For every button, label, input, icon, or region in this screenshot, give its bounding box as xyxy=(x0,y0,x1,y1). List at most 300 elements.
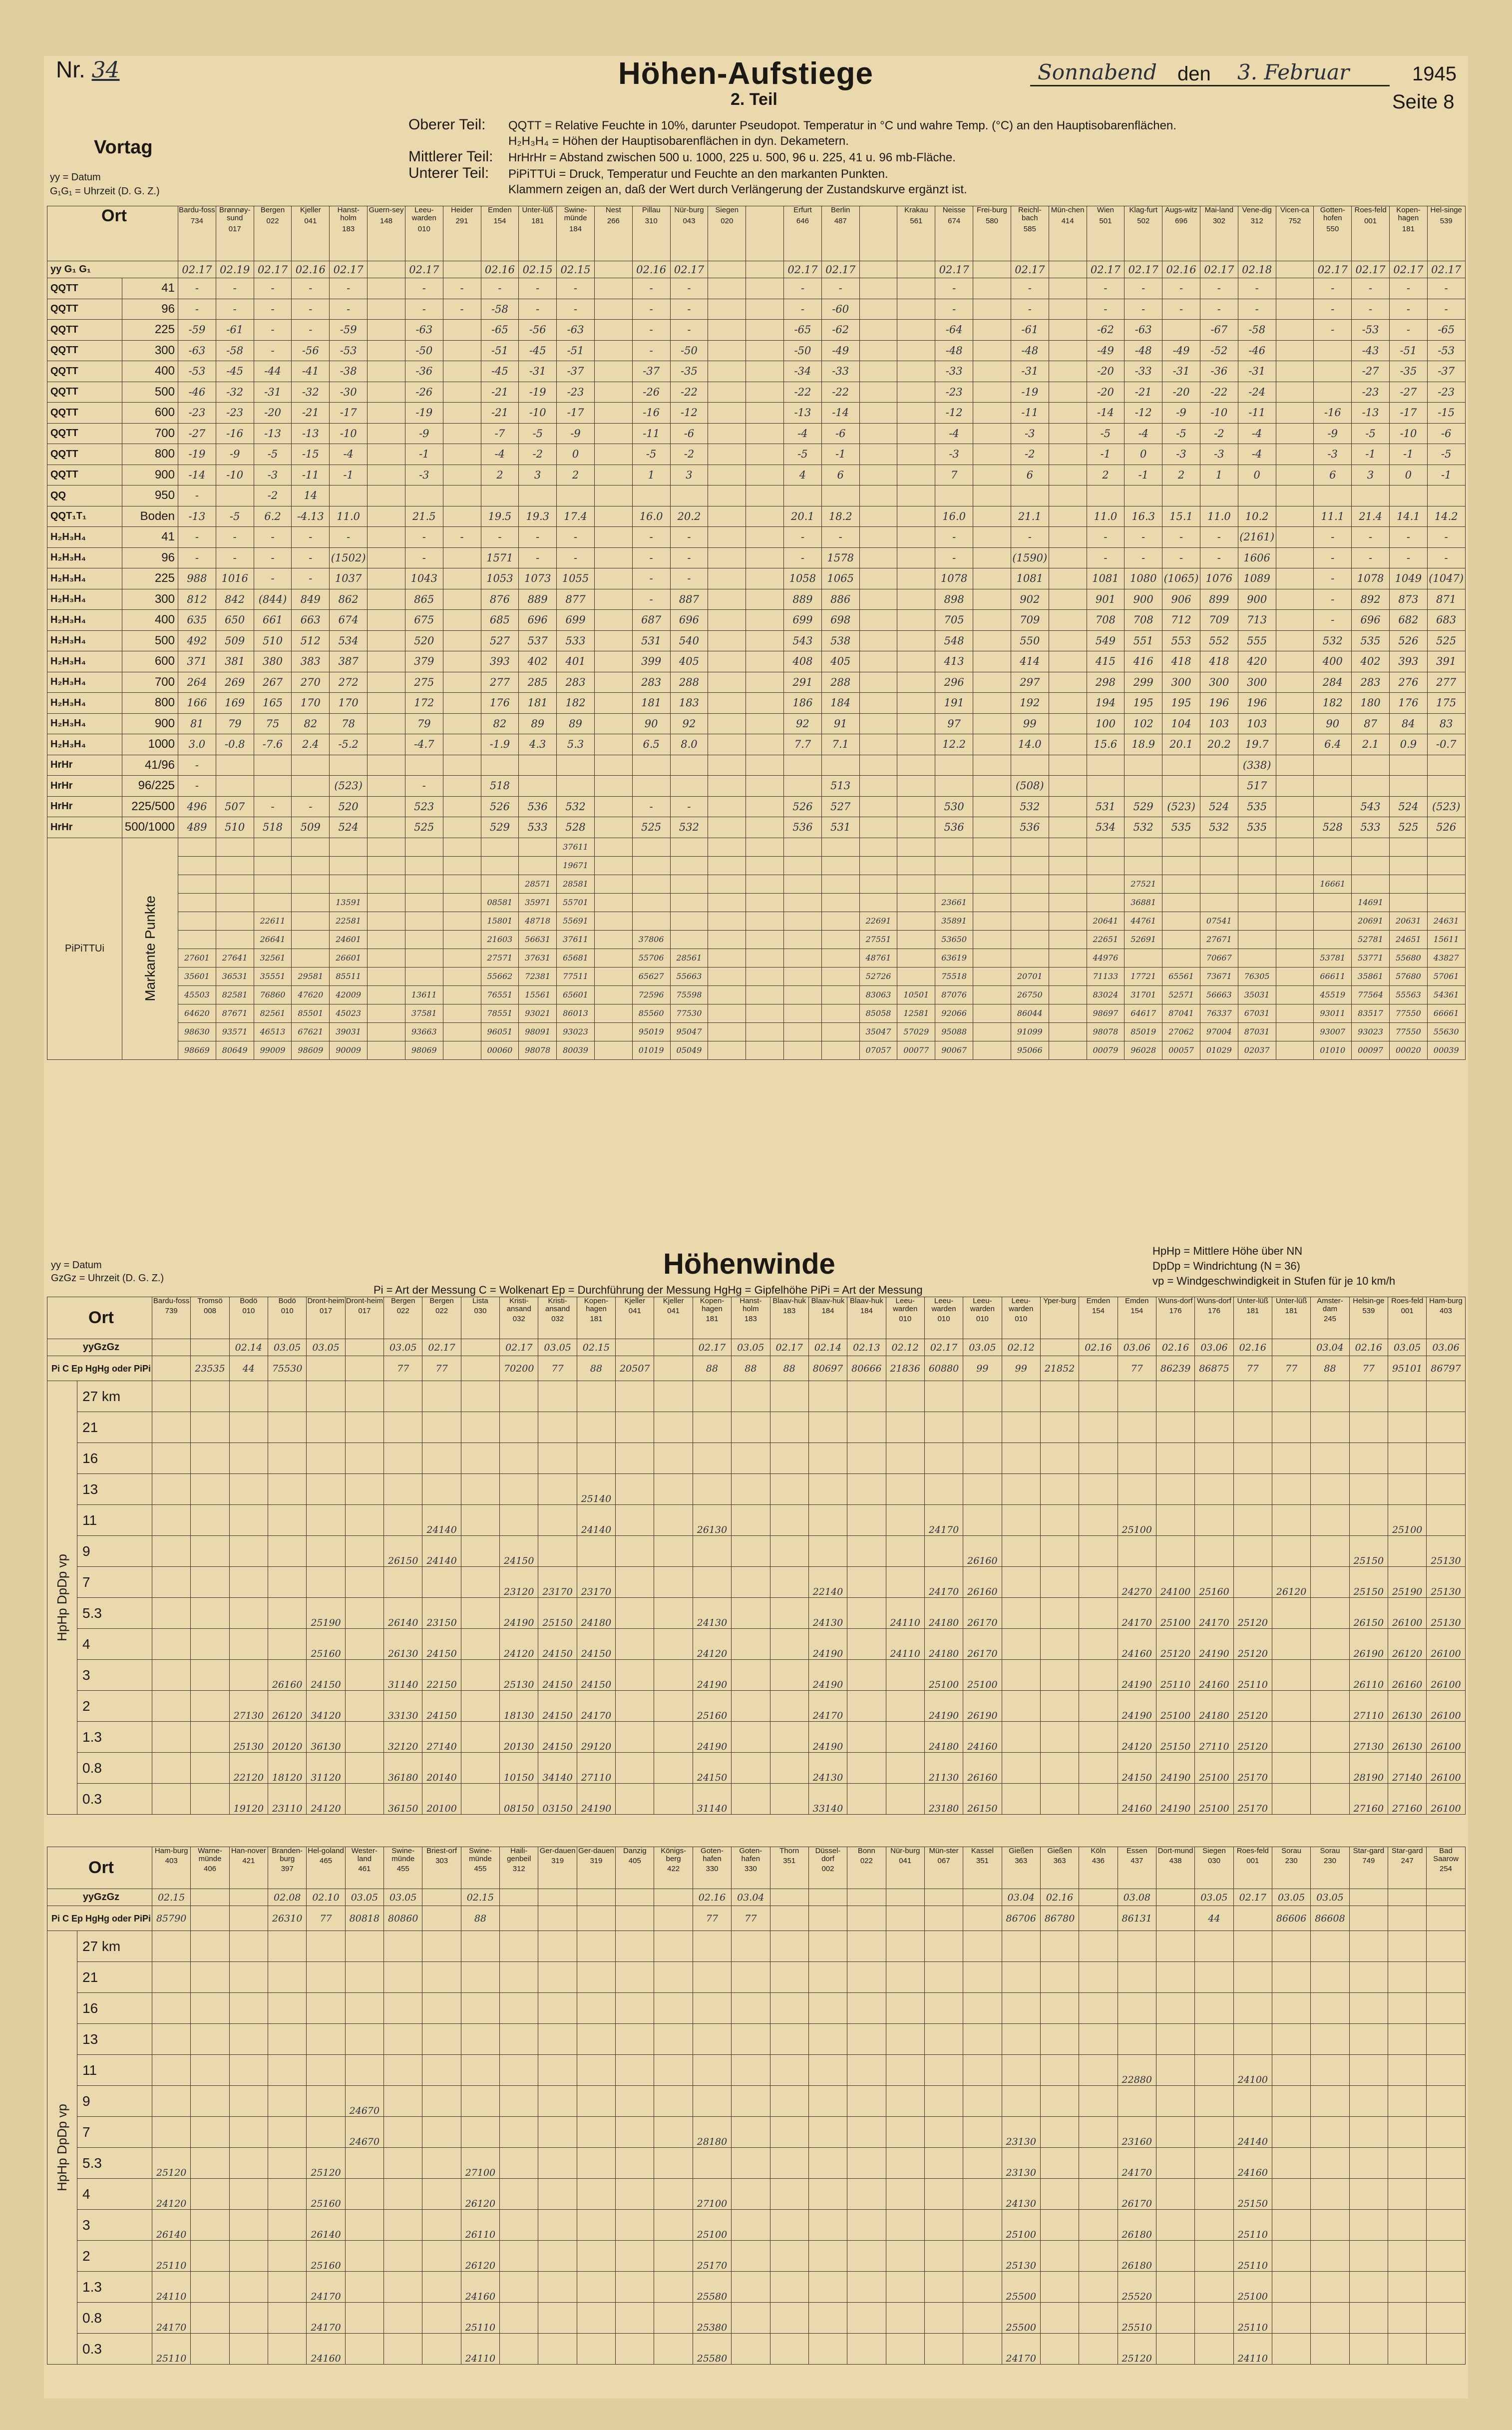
value-cell xyxy=(897,755,935,776)
value-cell xyxy=(973,589,1011,610)
wind-cell xyxy=(924,2055,963,2086)
station-code: 010 xyxy=(417,225,430,233)
value-cell xyxy=(443,776,481,797)
wind-cell xyxy=(422,1962,461,1993)
yygg-cell: 02.17 xyxy=(821,261,859,278)
row-label: H₂H₃H₄ xyxy=(47,651,122,672)
wind-cell xyxy=(616,1381,654,1412)
wind-cell xyxy=(422,1412,461,1443)
value-cell: 1080 xyxy=(1125,568,1162,589)
markante-cell xyxy=(443,893,481,912)
markante-cell xyxy=(594,912,632,930)
value-cell xyxy=(973,278,1011,299)
markante-cell xyxy=(1427,875,1465,893)
value-cell xyxy=(708,713,746,734)
markante-cell xyxy=(973,1004,1011,1022)
wind-station-header xyxy=(1195,1297,1233,1339)
value-cell xyxy=(859,444,897,465)
value-cell: 705 xyxy=(935,610,973,631)
wind-cell xyxy=(268,2179,307,2210)
wind-cell xyxy=(384,1381,422,1412)
wind-cell xyxy=(384,2303,422,2334)
value-cell xyxy=(443,320,481,341)
value-cell: 103 xyxy=(1200,713,1238,734)
wind-cell xyxy=(847,1691,886,1722)
value-cell: - xyxy=(1427,547,1465,568)
data-row xyxy=(47,589,1466,610)
wind-cell: 24270 xyxy=(1118,1567,1156,1598)
value-cell: 555 xyxy=(1238,630,1276,651)
value-cell: - xyxy=(557,527,595,548)
value-cell: 19.7 xyxy=(1238,734,1276,755)
value-cell xyxy=(1276,320,1314,341)
value-cell: 708 xyxy=(1125,610,1162,631)
wind-cell xyxy=(191,2272,229,2303)
value-cell: -3 xyxy=(935,444,973,465)
wind-cell xyxy=(1040,2117,1079,2148)
value-cell xyxy=(708,672,746,693)
wind-cell: 19120 xyxy=(229,1784,268,1815)
wind-cell xyxy=(422,1474,461,1505)
wind-cell: 25580 xyxy=(693,2272,731,2303)
wind-level-label: 1.3 xyxy=(77,2272,152,2303)
row-level: 600 xyxy=(122,403,178,424)
markante-cell: 05049 xyxy=(670,1041,708,1059)
value-cell: 889 xyxy=(784,589,822,610)
value-cell: -5 xyxy=(519,423,557,444)
wind-cell: 24120 xyxy=(1118,1722,1156,1753)
station-name: Erfurt xyxy=(793,206,812,214)
value-cell: - xyxy=(178,278,216,299)
wind-cell xyxy=(1349,2303,1388,2334)
yygg-cell xyxy=(594,261,632,278)
value-cell xyxy=(859,340,897,361)
value-cell: 540 xyxy=(670,630,708,651)
wind-cell xyxy=(770,1660,808,1691)
wind-cell xyxy=(1195,2148,1233,2179)
wind-cell: 22140 xyxy=(808,1567,847,1598)
value-cell xyxy=(708,547,746,568)
value-cell: 393 xyxy=(481,651,519,672)
value-cell: - xyxy=(292,299,330,320)
wind-cell: 24110 xyxy=(886,1598,924,1629)
value-cell xyxy=(1049,382,1087,403)
value-cell: - xyxy=(216,299,254,320)
station-code: 550 xyxy=(1326,225,1339,233)
value-cell: 713 xyxy=(1238,610,1276,631)
value-cell: -5 xyxy=(1162,423,1200,444)
value-cell xyxy=(897,630,935,651)
value-cell xyxy=(708,527,746,548)
value-cell: 400 xyxy=(1314,651,1352,672)
wind-cell xyxy=(1349,1505,1388,1536)
wind-cell xyxy=(1272,1629,1310,1660)
value-cell: - xyxy=(1427,527,1465,548)
wind-cell xyxy=(616,2117,654,2148)
wind-header-row xyxy=(47,1297,1466,1339)
station-code: 501 xyxy=(1099,217,1112,225)
markante-cell: 35971 xyxy=(519,893,557,912)
markante-cell: 85058 xyxy=(859,1004,897,1022)
value-cell: -3 xyxy=(1162,444,1200,465)
page-title: Höhen-Aufstiege xyxy=(618,56,873,91)
wind-cell xyxy=(538,1993,577,2024)
value-cell: 526 xyxy=(1390,630,1428,651)
row-label: QQTT xyxy=(47,444,122,465)
value-cell: 166 xyxy=(178,693,216,714)
wind-cell xyxy=(963,1381,1002,1412)
station-code: 041 xyxy=(304,217,317,225)
wind-cell xyxy=(886,2055,924,2086)
wind-station-code: 397 xyxy=(281,1865,294,1873)
row-label: QQTT xyxy=(47,320,122,341)
wind-station-name: Briest-orf xyxy=(426,1847,457,1855)
wind-cell xyxy=(422,2117,461,2148)
markante-cell xyxy=(405,856,443,875)
wind-cell: 26120 xyxy=(461,2241,499,2272)
value-cell: 288 xyxy=(821,672,859,693)
row-label: H₂H₃H₄ xyxy=(47,547,122,568)
wind-cell: 25110 xyxy=(1156,1660,1194,1691)
value-cell: 17.4 xyxy=(557,506,595,527)
value-cell: 527 xyxy=(481,630,519,651)
markante-cell xyxy=(368,1041,405,1059)
value-cell: 6 xyxy=(821,465,859,486)
value-cell: 97 xyxy=(935,713,973,734)
wind-cell: 25520 xyxy=(1118,2272,1156,2303)
value-cell: -36 xyxy=(1200,361,1238,382)
value-cell xyxy=(594,320,632,341)
wind-cell xyxy=(229,1962,268,1993)
value-cell xyxy=(859,382,897,403)
value-cell xyxy=(1049,340,1087,361)
wind-station-header xyxy=(384,1297,422,1339)
markante-cell xyxy=(1427,856,1465,875)
value-cell: -23 xyxy=(557,382,595,403)
markante-cell: 22611 xyxy=(254,912,292,930)
wind-station-header xyxy=(732,1847,770,1889)
wind-cell: 25120 xyxy=(152,2148,191,2179)
wind-cell xyxy=(886,1962,924,1993)
markante-cell xyxy=(859,856,897,875)
data-row xyxy=(47,506,1466,527)
markante-cell xyxy=(1200,838,1238,856)
value-cell: 8.0 xyxy=(670,734,708,755)
wind-station-code: 002 xyxy=(821,1865,834,1873)
row-label: H₂H₃H₄ xyxy=(47,527,122,548)
wind-cell xyxy=(616,1536,654,1567)
wind-cell xyxy=(693,1931,731,1962)
markante-cell: 15561 xyxy=(519,985,557,1004)
wind-station-header xyxy=(1118,1847,1156,1889)
wind-cell xyxy=(577,2024,615,2055)
wind-cell xyxy=(538,1443,577,1474)
wind-pi-cell xyxy=(1233,1906,1272,1931)
value-cell: -4 xyxy=(330,444,368,465)
wind-cell: 26120 xyxy=(461,2179,499,2210)
wind-yygg-cell xyxy=(538,1889,577,1906)
data-row xyxy=(47,796,1466,817)
row-label: HrHr xyxy=(47,755,122,776)
wind-cell: 24670 xyxy=(345,2086,383,2117)
wind-yygg-cell: 02.17 xyxy=(770,1339,808,1356)
wind-cell xyxy=(847,2086,886,2117)
value-cell: 533 xyxy=(557,630,595,651)
value-cell xyxy=(443,465,481,486)
wind-station-code: 001 xyxy=(1246,1857,1259,1865)
wind-station-code: 041 xyxy=(628,1307,641,1315)
wind-cell xyxy=(345,2303,383,2334)
value-cell: -35 xyxy=(670,361,708,382)
wind-cell xyxy=(654,1598,693,1629)
value-cell: 0.9 xyxy=(1390,734,1428,755)
value-cell xyxy=(519,486,557,506)
vortag-label: Vortag xyxy=(94,137,153,158)
station-code: 310 xyxy=(645,217,658,225)
winds1-table xyxy=(47,1297,1466,1815)
wind-cell xyxy=(307,1412,345,1443)
markante-cell: 24651 xyxy=(1390,930,1428,949)
wind-cell xyxy=(461,1660,499,1691)
wind-cell xyxy=(732,1753,770,1784)
station-header xyxy=(443,206,481,261)
value-cell: -3 xyxy=(254,465,292,486)
wind-cell: 27100 xyxy=(461,2148,499,2179)
markante-cell: 07541 xyxy=(1200,912,1238,930)
value-cell xyxy=(1314,382,1352,403)
wind-level-row xyxy=(47,2179,1466,2210)
wind-pi-cell: 77 xyxy=(1272,1356,1310,1381)
value-cell xyxy=(1276,382,1314,403)
row-level: 300 xyxy=(122,589,178,610)
markante-cell: 76551 xyxy=(481,985,519,1004)
wind-cell xyxy=(1079,2148,1118,2179)
wind-cell xyxy=(1272,1753,1310,1784)
value-cell: -22 xyxy=(821,382,859,403)
station-code: 539 xyxy=(1440,217,1453,225)
wind-cell xyxy=(847,1722,886,1753)
wind-cell xyxy=(1311,2210,1349,2241)
wind-cell xyxy=(1349,1443,1388,1474)
markante-cell xyxy=(443,912,481,930)
value-cell: (523) xyxy=(330,776,368,797)
markante-cell: 98697 xyxy=(1087,1004,1125,1022)
value-cell: 683 xyxy=(1427,610,1465,631)
wind-cell xyxy=(1079,1993,1118,2024)
wind-station-name: Dront-heim xyxy=(307,1297,345,1305)
value-cell: 871 xyxy=(1427,589,1465,610)
wind-side-cell xyxy=(47,1931,77,2365)
value-cell: - xyxy=(670,320,708,341)
wind-cell xyxy=(654,1784,693,1815)
wind-cell xyxy=(1427,2055,1465,2086)
value-cell: 379 xyxy=(405,651,443,672)
station-header xyxy=(1352,206,1390,261)
wind-station-name: Ham-burg xyxy=(154,1847,188,1855)
value-cell: 12.2 xyxy=(935,734,973,755)
row-level: 800 xyxy=(122,693,178,714)
wind-station-header xyxy=(229,1847,268,1889)
value-cell: 530 xyxy=(935,796,973,817)
wind-cell xyxy=(538,1381,577,1412)
wind-pi-cell xyxy=(963,1906,1002,1931)
wind-station-header xyxy=(1311,1847,1349,1889)
value-cell: - xyxy=(1238,299,1276,320)
wind-cell xyxy=(268,2024,307,2055)
value-cell xyxy=(746,527,784,548)
wind-cell xyxy=(229,1536,268,1567)
wind-cell xyxy=(1427,2179,1465,2210)
station-name: Heider xyxy=(451,206,473,214)
wind-cell xyxy=(1195,1381,1233,1412)
value-cell xyxy=(859,527,897,548)
markante-cell xyxy=(632,875,670,893)
data-row xyxy=(47,630,1466,651)
value-cell: 82 xyxy=(481,713,519,734)
row-label: QQT₁T₁ xyxy=(47,506,122,527)
markante-cell xyxy=(594,1041,632,1059)
value-cell xyxy=(594,755,632,776)
markante-row xyxy=(47,967,1466,985)
wind-station-code: 184 xyxy=(821,1307,834,1315)
wind-cell xyxy=(1311,1412,1349,1443)
value-cell xyxy=(935,776,973,797)
value-cell xyxy=(292,755,330,776)
value-cell: 90 xyxy=(632,713,670,734)
value-cell: -5 xyxy=(1427,444,1465,465)
wind-cell xyxy=(307,1536,345,1567)
markante-cell: 39031 xyxy=(330,1022,368,1041)
wind-cell xyxy=(422,2334,461,2365)
wind-cell: 21130 xyxy=(924,1753,963,1784)
markante-cell xyxy=(784,838,822,856)
wind-cell xyxy=(1349,2148,1388,2179)
value-cell: -13 xyxy=(784,403,822,424)
value-cell xyxy=(1049,423,1087,444)
value-cell: 180 xyxy=(1352,693,1390,714)
value-cell: - xyxy=(1390,299,1428,320)
wind-cell xyxy=(422,2024,461,2055)
value-cell: 532 xyxy=(1314,630,1352,651)
markante-cell xyxy=(594,985,632,1004)
wind-cell xyxy=(732,2148,770,2179)
value-cell: - xyxy=(254,796,292,817)
wind-station-code: 319 xyxy=(590,1857,603,1865)
wind-cell xyxy=(1427,1443,1465,1474)
wind-cell xyxy=(770,2024,808,2055)
wind-cell xyxy=(732,2024,770,2055)
wind-level-label: 11 xyxy=(77,2055,152,2086)
markante-cell xyxy=(708,967,746,985)
wind-cell xyxy=(886,1505,924,1536)
wind-yygg-cell: 02.10 xyxy=(307,1889,345,1906)
wind-cell: 23170 xyxy=(538,1567,577,1598)
data-row xyxy=(47,734,1466,755)
wind-cell: 25110 xyxy=(461,2303,499,2334)
wind-station-name: Star-gard xyxy=(1353,1847,1385,1855)
value-cell: 19.5 xyxy=(481,506,519,527)
wind-cell xyxy=(538,1505,577,1536)
wind-cell xyxy=(770,2117,808,2148)
value-cell: 192 xyxy=(1011,693,1049,714)
markante-cell xyxy=(443,838,481,856)
wind-cell xyxy=(1388,1443,1427,1474)
wind-cell xyxy=(1040,1691,1079,1722)
wind-cell xyxy=(152,1443,191,1474)
value-cell: 184 xyxy=(821,693,859,714)
value-cell xyxy=(897,444,935,465)
wind-cell xyxy=(500,1962,538,1993)
markante-cell xyxy=(1276,930,1314,949)
wind-station-name: Thorn xyxy=(779,1847,799,1855)
wind-cell xyxy=(1427,1993,1465,2024)
value-cell xyxy=(973,444,1011,465)
wind-cell xyxy=(654,1536,693,1567)
markante-cell: 35551 xyxy=(254,967,292,985)
yygg-cell xyxy=(368,261,405,278)
wind-cell: 24150 xyxy=(577,1629,615,1660)
markante-cell xyxy=(1390,893,1428,912)
wind-cell xyxy=(500,2024,538,2055)
wind-pi-cell xyxy=(191,1906,229,1931)
wind-level-row xyxy=(47,1443,1466,1474)
value-cell xyxy=(746,610,784,631)
wind-yygg-cell: 02.14 xyxy=(229,1339,268,1356)
value-cell: - xyxy=(216,527,254,548)
wind-station-header xyxy=(152,1297,191,1339)
wind-cell xyxy=(963,2272,1002,2303)
value-cell: 674 xyxy=(330,610,368,631)
value-cell: -2 xyxy=(519,444,557,465)
wind-level-label: 4 xyxy=(77,1629,152,1660)
markante-cell: 77550 xyxy=(1390,1004,1428,1022)
value-cell xyxy=(443,755,481,776)
markante-cell: 24631 xyxy=(1427,912,1465,930)
data-row xyxy=(47,547,1466,568)
wind-cell xyxy=(924,1443,963,1474)
value-cell: -31 xyxy=(1011,361,1049,382)
wind-level-label: 0.8 xyxy=(77,2303,152,2334)
row-level: 96 xyxy=(122,547,178,568)
wind-cell xyxy=(1079,2334,1118,2365)
value-cell xyxy=(897,589,935,610)
wind-yygg-cell xyxy=(1427,1889,1465,1906)
value-cell: 517 xyxy=(1238,776,1276,797)
wind-cell xyxy=(461,2086,499,2117)
wind-cell xyxy=(693,2055,731,2086)
value-cell: 170 xyxy=(292,693,330,714)
wind-cell xyxy=(538,2148,577,2179)
wind-cell: 03150 xyxy=(538,1784,577,1815)
markante-cell xyxy=(784,912,822,930)
markante-cell: 53771 xyxy=(1352,949,1390,967)
yygg-cell: 02.17 xyxy=(670,261,708,278)
wind-cell xyxy=(268,1412,307,1443)
value-cell xyxy=(1276,423,1314,444)
wind-pi-row xyxy=(47,1906,1466,1931)
wind-cell: 24150 xyxy=(422,1691,461,1722)
markante-cell xyxy=(292,856,330,875)
value-cell xyxy=(368,423,405,444)
wind-level-row xyxy=(47,2086,1466,2117)
wind-cell xyxy=(345,1931,383,1962)
markante-row xyxy=(47,893,1466,912)
wind-station-header xyxy=(616,1297,654,1339)
wind-cell: 24190 xyxy=(1118,1691,1156,1722)
wind-station-code: 330 xyxy=(706,1865,719,1873)
wind-cell xyxy=(1272,1505,1310,1536)
value-cell: -58 xyxy=(216,340,254,361)
